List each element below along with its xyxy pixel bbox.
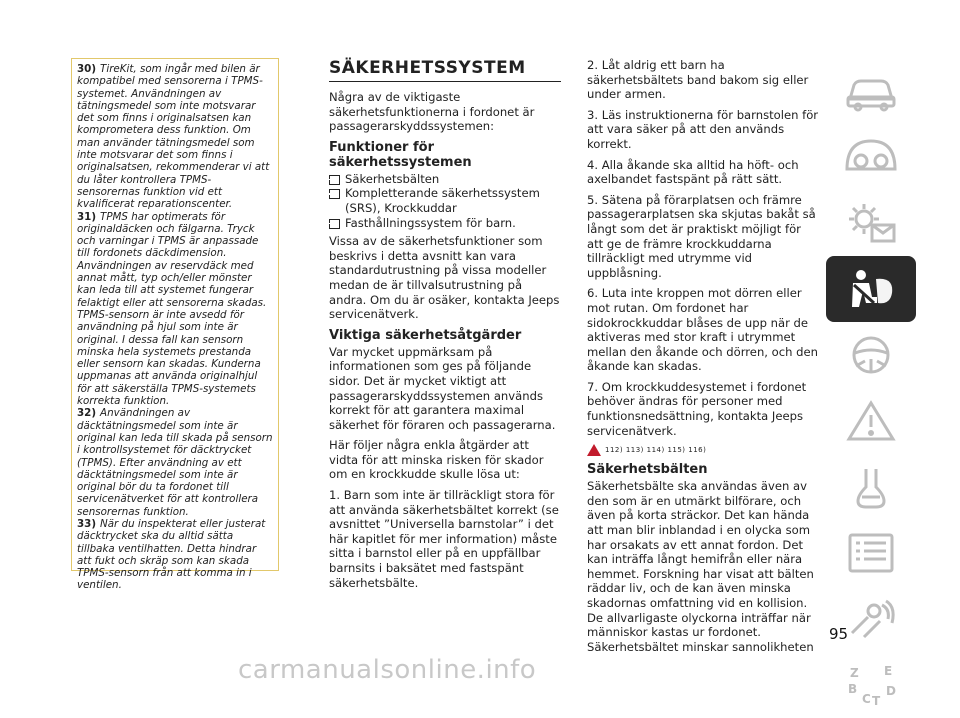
steering-wheel-icon (844, 333, 898, 377)
index-letter: E (884, 664, 893, 678)
right-column (587, 58, 819, 660)
item-2: 2. Låt aldrig ett barn ha säkerhetsbältets band bakom sig eller under armen. (587, 58, 809, 102)
chapter-tab-specs[interactable] (826, 520, 916, 586)
warning-triangle-icon (587, 444, 601, 456)
functions-heading: Funktioner för säkerhetssystemen (329, 139, 472, 170)
car-icon (844, 69, 898, 113)
safety-icon (844, 267, 898, 311)
chapter-tab-car[interactable] (826, 58, 916, 124)
index-letter: Z (850, 666, 859, 680)
warning-references: 112) 113) 114) 115) 116) (587, 444, 819, 456)
item-1: 1. Barn som inte är tillräckligt stora för att använda säkerhetsbältet korrekt (se avsnittet ”Universella barnstolar” i det här kapitlet för mer information) måste sitta i barnstol eller på en uppfällbar barnsits i baksätet med fastspänt säkerhetsbälte. (329, 488, 559, 590)
bullet-icon (329, 175, 340, 185)
chapter-tab-index[interactable] (826, 652, 916, 718)
note-31: 31) TPMS har optimerats för originaldäcken och fälgarna. Tryck och varningar i TPMS är anpassade till fordonets däckdimension. Användningen av reservdäck med annat mått, typ och/eller mönster kan leda till att systemet fungerar felaktigt eller att sensorerna skadas. TPMS-sensorn är inte avsedd för användning på hjul som inte är original. I dessa fall kan sensorn minska hela systemets prestanda eller sensorn kan skadas. Kunderna uppmanas att använda originalhjul för att säkerställa TPMS-systemets korrekta funktion. (77, 210, 267, 408)
section-title: SÄKERHETSSYSTEM (329, 58, 561, 82)
bullet-icon (329, 189, 340, 199)
dashboard-icon (844, 135, 898, 179)
item-6: 6. Luta inte kroppen mot dörren eller mot rutan. Om fordonet har sidokrockkuddar blåses de upp när de aktiveras med stor kraft i utrymmet mellan den åkande och dörren, och den åkande kan skadas. (587, 286, 818, 374)
chapter-tab-lights[interactable] (826, 190, 916, 256)
service-icon (844, 465, 898, 509)
item-7: 7. Om krockkuddesystemet i fordonet behöver ändras för personer med funktionsnedsättning, kontakta Jeeps servicenätverk. (587, 379, 807, 438)
item-5: 5. Sätena på förarplatsen och främre passagerarplatsen ska skjutas bakåt så långt som det är praktiskt möjligt för att ge de främre krockkuddarna tillräckligt med utrymme vid uppblåsning. (587, 192, 816, 280)
specs-icon (844, 531, 898, 575)
warning-icon (844, 399, 898, 443)
note-30: 30) TireKit, som ingår med bilen är kompatibel med sensorerna i TPMS-systemet. Användningen av tätningsmedel som inte motsvarar det som finns i originalsatsen kan komprometera dess funktion. Om man använder tätningsmedel som inte motsvarar det som finns i originalsatsen, rekommenderar vi att du låter kontrollera TPMS-sensorernas funktion vid ett kvalificerat reparationscenter. (77, 63, 270, 211)
bullet-item: Fasthållningssystem för barn. (329, 216, 561, 231)
note-33: 33) När du inspekterat eller justerat däcktrycket ska du alltid sätta tillbaka ventilhatten. Detta hindrar att fukt och skräp som kan skada TPMS-sensorn från att komma in i ventilen. (77, 517, 266, 592)
bullet-item: Kompletterande säkerhetssystem (SRS), Krockkuddar (329, 186, 561, 215)
index-letter: B (848, 682, 858, 696)
index-letter: C (862, 692, 871, 706)
middle-column (329, 58, 561, 596)
chapter-sidebar (826, 58, 916, 718)
bullet-item: Säkerhetsbälten (329, 172, 561, 187)
index-letter: T (872, 694, 881, 707)
bullet-icon (329, 219, 340, 229)
chapter-tab-safety[interactable] (826, 256, 916, 322)
chapter-tab-service[interactable] (826, 454, 916, 520)
seatbelts-heading: Säkerhetsbälten (587, 462, 708, 478)
chapter-tab-starting[interactable] (826, 322, 916, 388)
seatbelts-text: Säkerhetsbälte ska användas även av den som är en utmärkt bilförare, och även på korta sträckor. Det kan hända att man blir inblandad i en olycka som har orsakats av ett annat fordon. Det kan inträffa långt hemifrån eller nära hemmet. Forskning har visat att bälten räddar liv, och de kan även minska skadornas omfattning vid en kollision. De allvarligaste olyckorna inträffar när människor kastas ur fordonet. Säkerhetsbältet minskar sannolikheten (587, 479, 814, 654)
item-4: 4. Alla åkande ska alltid ha höft- och axelbandet fastspänt på rätt sätt. (587, 157, 799, 187)
tips-text: Här följer några enkla åtgärder att vidta för att minska risken för skador om en krockkudde skulle lösa ut: (329, 438, 544, 482)
note-32: 32) Användningen av däcktätningsmedel som inte är original kan leda till skada på sensorn i kontrollsystemet för däcktrycket (TPMS). Efter användning av ett däcktätningsmedel som inte är original bör du ta fordonet till servicenätverket för att kontrollera sensorernas funktion. (77, 407, 273, 518)
lights-icon (844, 201, 898, 245)
notes-box (71, 58, 279, 592)
measures-text: Var mycket uppmärksam på informationen som ges på följande sidor. Det är mycket viktigt att passagerarskyddssystemen används korrekt för att garantera maximal säkerhet för föraren och passagerarna. (329, 344, 556, 432)
index-letter: D (886, 684, 896, 698)
index-icon (844, 663, 898, 707)
multimedia-icon (844, 597, 898, 641)
item-3: 3. Läs instruktionerna för barnstolen för att vara säker på att den används korrekt. (587, 107, 819, 151)
page-number: 95 (829, 625, 849, 643)
measures-heading: Viktiga säkerhetsåtgärder (329, 327, 522, 343)
chapter-tab-dashboard[interactable] (826, 124, 916, 190)
watermark: carmanualsonline.info (238, 655, 537, 685)
optional-equipment-text: Vissa av de säkerhetsfunktioner som beskrivs i detta avsnitt kan vara standardutrustning på vissa modeller medan de är tillvalsutrustning på andra. Om du är osäker, kontakta Jeeps servicenätverk. (329, 234, 560, 322)
intro-text: Några av de viktigaste säkerhetsfunktionerna i fordonet är passagerarskyddssystemen: (329, 90, 535, 134)
chapter-tab-emergency[interactable] (826, 388, 916, 454)
